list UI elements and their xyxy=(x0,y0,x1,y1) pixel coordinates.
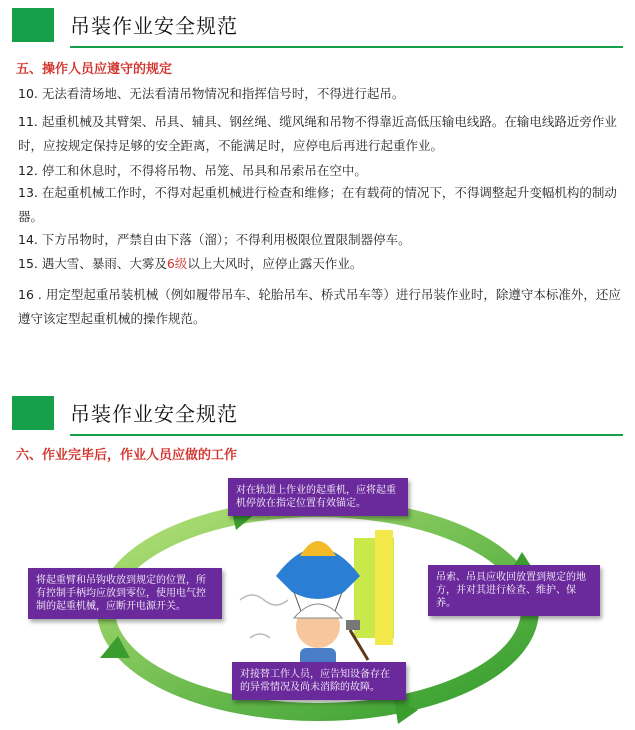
rule-15-head: 15. 遇大雪、暴雨、大雾及 xyxy=(18,256,167,271)
section2-subtitle: 六、作业完毕后，作业人员应做的工作 xyxy=(16,448,238,463)
rule-16: 16 . 用定型起重吊装机械（例如履带吊车、轮胎吊车、桥式吊车等）进行吊装作业时，除遵守本标准外，还应遵守该定型起重机械的操作规范。 xyxy=(18,287,621,326)
rule-15 xyxy=(18,252,623,276)
header-green-block xyxy=(12,8,54,42)
rule-15-tail: 以上大风时，应停止露天作业。 xyxy=(187,256,363,271)
worker-illustration xyxy=(240,530,394,684)
header-underline xyxy=(70,434,623,436)
rule-15-highlight: 6级 xyxy=(166,256,188,271)
section2-title: 吊装作业安全规范 xyxy=(70,402,238,426)
section2-header xyxy=(12,396,623,430)
cycle-step-top: 对在轨道上作业的起重机，应将起重机停放在指定位置有效锚定。 xyxy=(228,478,408,516)
header-green-block xyxy=(12,396,54,430)
cycle-step-left: 将起重臂和吊钩收放到规定的位置，所有控制手柄均应放到零位，使用电气控制的起重机械，应断开电源开关。 xyxy=(28,568,222,619)
header-underline xyxy=(70,46,623,48)
section1-header xyxy=(12,8,623,42)
rule-11: 11. 起重机械及其臂架、吊具、辅具、钢丝绳、缆风绳和吊物不得靠近高低压输电线路。在输电线路近旁作业时，应按规定保持足够的安全距离，不能满足时，应停电后再进行起重作业。 xyxy=(18,114,617,153)
section1-subtitle: 五、操作人员应遵守的规定 xyxy=(16,62,173,77)
rule-13: 13. 在起重机械工作时，不得对起重机械进行检查和维修；在有载荷的情况下，不得调整起升变幅机构的制动器。 xyxy=(18,185,617,224)
rule-10: 10. 无法看清场地、无法看清吊物情况和指挥信号时，不得进行起吊。 xyxy=(18,86,405,101)
cycle-step-right: 吊索、吊具应收回放置到规定的地方，并对其进行检查、维护、保养。 xyxy=(428,565,600,616)
rule-14: 14. 下方吊物时，严禁自由下落（溜）；不得利用极限位置限制器停车。 xyxy=(18,232,411,247)
section1-title: 吊装作业安全规范 xyxy=(70,14,238,38)
rule-12: 12. 停工和休息时，不得将吊物、吊笼、吊具和吊索吊在空中。 xyxy=(18,163,367,178)
cycle-step-bottom: 对接替工作人员，应告知设备存在的异常情况及尚未消除的故障。 xyxy=(232,662,406,700)
